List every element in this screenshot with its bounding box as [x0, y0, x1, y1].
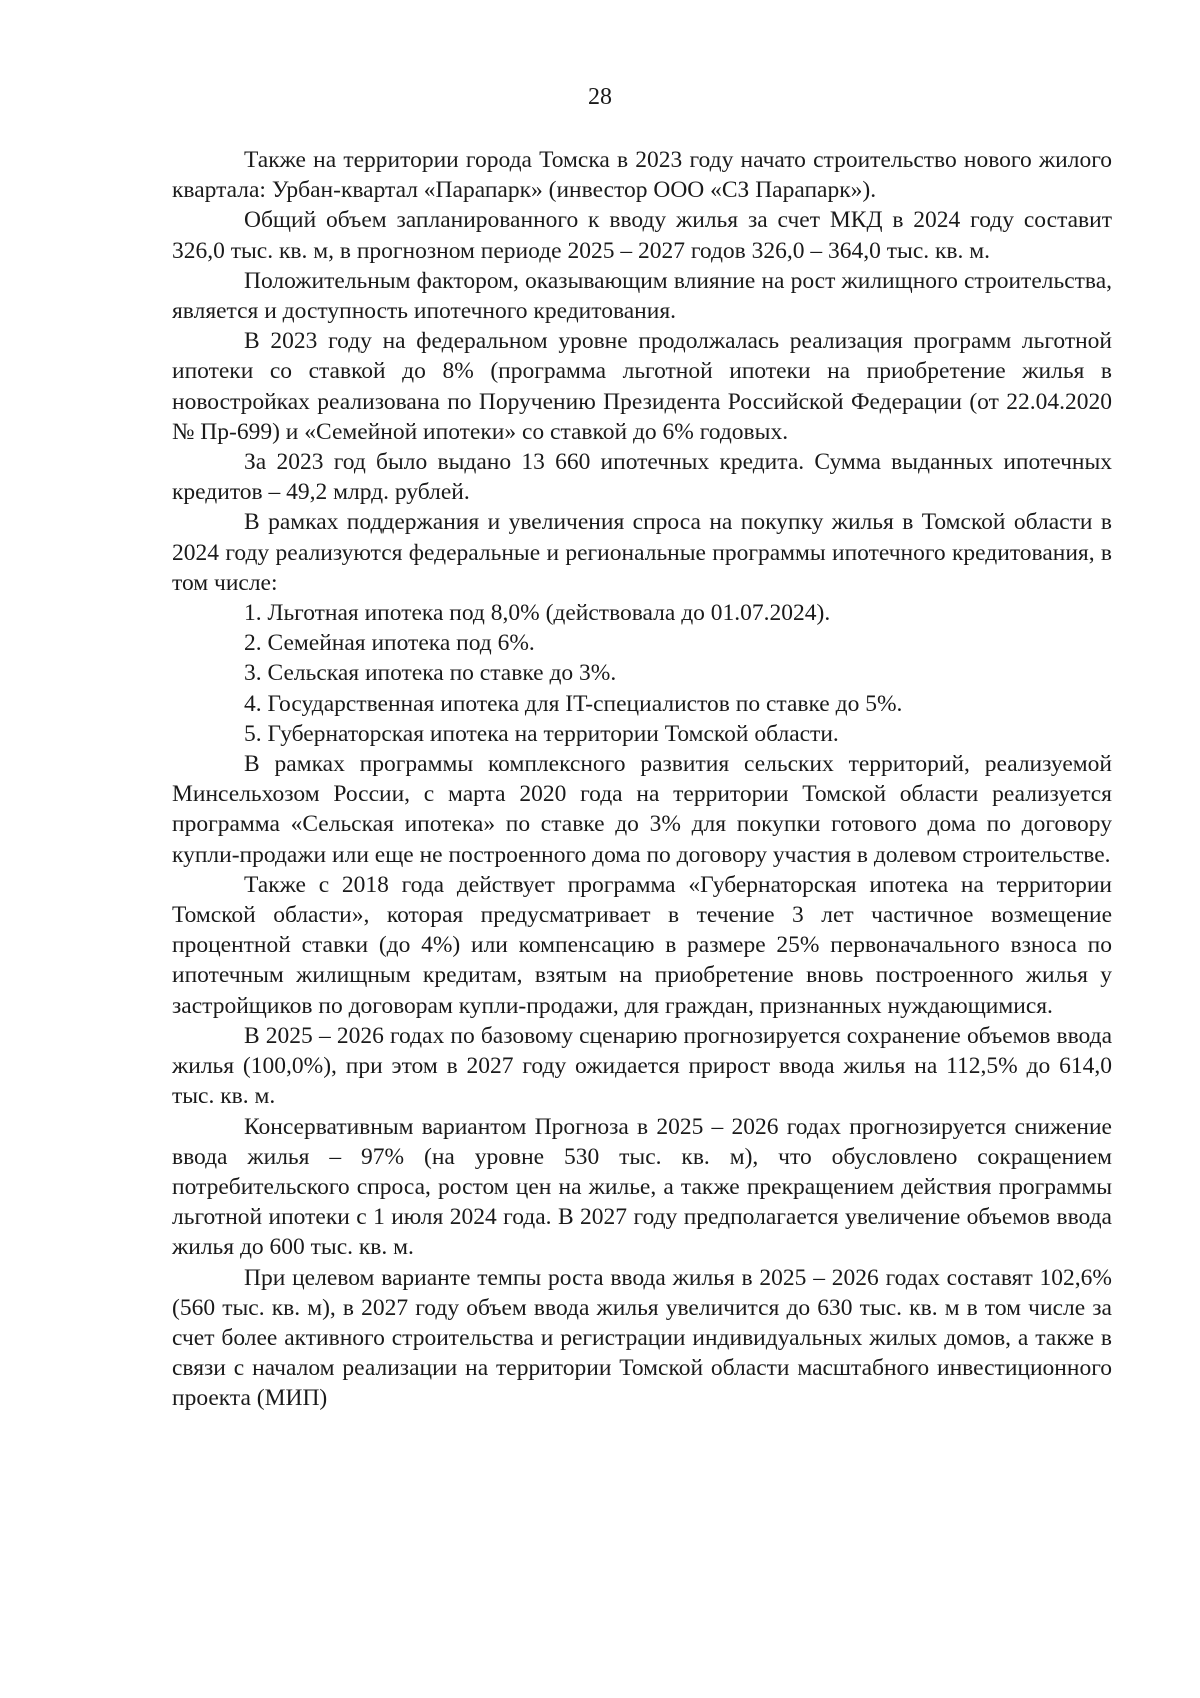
- paragraph: В 2023 году на федеральном уровне продолжалась реализация программ льготной ипотеки со ставкой до 8% (программа льготной ипотеки на приобретение жилья в новостройках реализована по Поручению Президента Российской Федерации (от 22.04.2020 № Пр-699) и «Семейной ипотеки» со ставкой до 6% годовых.: [172, 328, 1112, 445]
- paragraph: За 2023 год было выдано 13 660 ипотечных кредита. Сумма выданных ипотечных кредитов – 49,2 млрд. рублей.: [172, 449, 1112, 506]
- paragraph: Общий объем запланированного к вводу жилья за счет МКД в 2024 году составит 326,0 тыс. кв. м, в прогнозном периоде 2025 – 2027 годов 326,0 – 364,0 тыс. кв. м.: [172, 207, 1112, 264]
- list-item: 5. Губернаторская ипотека на территории Томской области.: [244, 720, 839, 747]
- paragraph: Положительным фактором, оказывающим влияние на рост жилищного строительства, является и доступность ипотечного кредитования.: [172, 267, 1112, 325]
- paragraph: В 2025 – 2026 годах по базовому сценарию прогнозируется сохранение объемов ввода жилья (100,0%), при этом в 2027 году ожидается прирост ввода жилья на 112,5% до 614,0 тыс. кв. м.: [172, 1022, 1112, 1110]
- list-item: 3. Сельская ипотека по ставке до 3%.: [244, 660, 617, 687]
- paragraph: Консервативным вариантом Прогноза в 2025 – 2026 годах прогнозируется снижение ввода жилья – 97% (на уровне 530 тыс. кв. м), что обусловлено сокращением потребительского спроса, ростом цен на жилье, а также прекращением действия программы льготной ипотеки с 1 июля 2024 года. В 2027 году предполагается увеличение объемов ввода жилья до 600 тыс. кв. м.: [172, 1113, 1112, 1261]
- paragraph: Также на территории города Томска в 2023 году начато строительство нового жилого квартала: Урбан-квартал «Парапарк» (инвестор ООО «СЗ Парапарк»).: [172, 147, 1112, 204]
- paragraph: В рамках поддержания и увеличения спроса на покупку жилья в Томской области в 2024 году реализуются федеральные и региональные программы ипотечного кредитования, в том числе:: [172, 509, 1112, 596]
- page-number: 28: [588, 84, 612, 110]
- document-body: [172, 145, 1112, 1414]
- paragraph: При целевом варианте темпы роста ввода жилья в 2025 – 2026 годах составят 102,6% (560 тыс. кв. м), в 2027 году объем ввода жилья увеличится до 630 тыс. кв. м в том числе за счет более активного строительства и регистрации индивидуальных жилых домов, а также в связи с началом реализации на территории Томской области масштабного инвестиционного проекта (МИП): [172, 1264, 1112, 1412]
- list-item: 4. Государственная ипотека для IT-специалистов по ставке до 5%.: [244, 690, 903, 717]
- paragraph: В рамках программы комплексного развития сельских территорий, реализуемой Минсельхозом России, с марта 2020 года на территории Томской области реализуется программа «Сельская ипотека» по ставке до 3% для покупки готового дома по договору купли-продажи или еще не построенного дома по договору участия в долевом строительстве.: [172, 751, 1112, 868]
- list-item: 1. Льготная ипотека под 8,0% (действовала до 01.07.2024).: [244, 600, 831, 627]
- list-item: 2. Семейная ипотека под 6%.: [244, 630, 535, 657]
- paragraph: Также с 2018 года действует программа «Губернаторская ипотека на территории Томской области», которая предусматривает в течение 3 лет частичное возмещение процентной ставки (до 4%) или компенсацию в размере 25% первоначального взноса по ипотечным жилищным кредитам, взятым на приобретение вновь построенного жилья у застройщиков по договорам купли-продажи, для граждан, признанных нуждающимися.: [172, 871, 1112, 1019]
